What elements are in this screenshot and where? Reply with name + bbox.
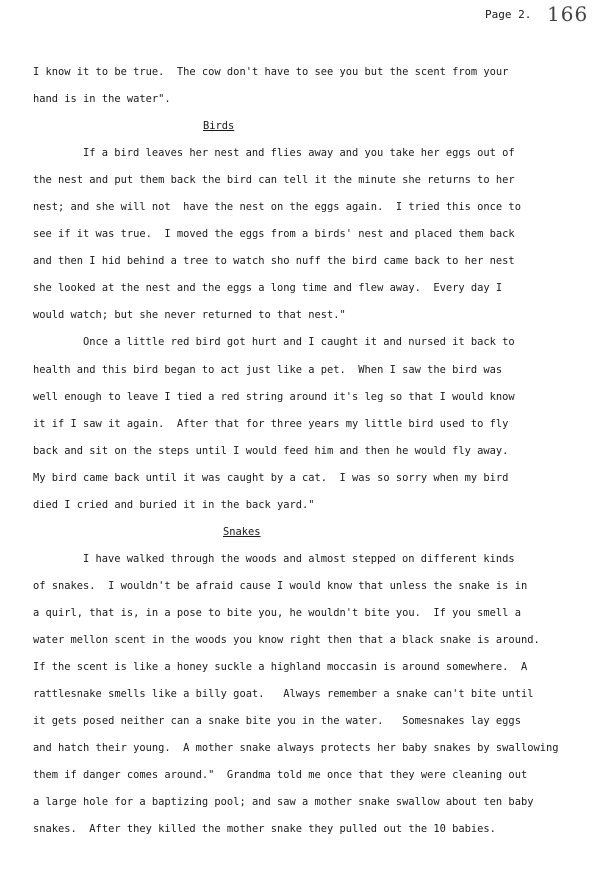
text-line: see if it was true. I moved the eggs from a birds' nest and placed them back: [33, 228, 515, 241]
text-line: back and sit on the steps until I would feed him and then he would fly away.: [33, 444, 509, 457]
text-line: a large hole for a baptizing pool; and saw a mother snake swallow about ten baby: [33, 796, 534, 809]
text-line: Once a little red bird got hurt and I caught it and nursed it back to: [83, 336, 515, 349]
text-line: of snakes. I wouldn't be afraid cause I would know that unless the snake is in: [33, 579, 528, 592]
text-line: nest; and she will not have the nest on the eggs again. I tried this once to: [33, 201, 521, 214]
text-line: and hatch their young. A mother snake always protects her baby snakes by swallowing: [33, 742, 559, 755]
text-line: If the scent is like a honey suckle a highland moccasin is around somewhere. A: [33, 661, 528, 674]
text-line: snakes. After they killed the mother snake they pulled out the 10 babies.: [33, 823, 496, 836]
text-line: If a bird leaves her nest and flies away and you take her eggs out of: [83, 147, 515, 160]
text-line: it gets posed neither can a snake bite you in the water. Somesnakes lay eggs: [33, 715, 521, 728]
text-line: them if danger comes around." Grandma told me once that they were cleaning out: [33, 769, 528, 782]
text-line: I know it to be true. The cow don't have to see you but the scent from your: [33, 66, 509, 78]
section-heading-snakes: Snakes: [223, 525, 261, 538]
text-line: the nest and put them back the bird can tell it the minute she returns to her: [33, 174, 515, 187]
text-line: health and this bird began to act just like a pet. When I saw the bird was: [33, 363, 503, 376]
text-line: would watch; but she never returned to that nest.": [33, 309, 346, 322]
text-line: rattlesnake smells like a billy goat. Always remember a snake can't bite until: [33, 688, 534, 701]
text-line: died I cried and buried it in the back yard.": [33, 498, 315, 511]
text-line: and then I hid behind a tree to watch sho nuff the bird came back to her nest: [33, 255, 515, 268]
text-line: I have walked through the woods and almost stepped on different kinds: [83, 552, 515, 565]
section-heading-birds: Birds: [203, 120, 235, 133]
text-line: it if I saw it again. After that for three years my little bird used to fly: [33, 417, 509, 430]
text-line: hand is in the water".: [33, 93, 171, 106]
page-label: Page 2.: [485, 8, 532, 21]
text-line: she looked at the nest and the eggs a long time and flew away. Every day I: [33, 282, 503, 295]
text-line: water mellon scent in the woods you know right then that a black snake is around.: [33, 633, 540, 646]
text-line: well enough to leave I tied a red string around it's leg so that I would know: [33, 390, 515, 403]
text-line: My bird came back until it was caught by a cat. I was so sorry when my bird: [33, 471, 509, 484]
page-number: 166: [547, 2, 589, 26]
text-line: a quirl, that is, in a pose to bite you, he wouldn't bite you. If you smell a: [33, 606, 521, 619]
document-body: [33, 59, 593, 843]
